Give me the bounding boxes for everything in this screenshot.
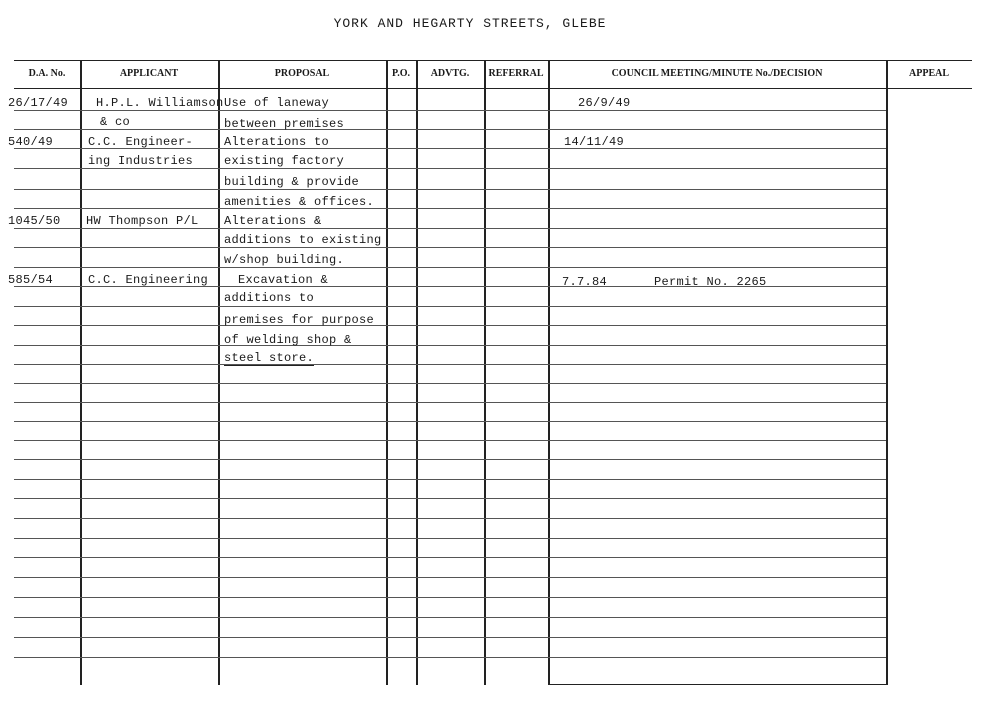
row-rule <box>14 345 886 346</box>
column-divider <box>416 60 418 685</box>
proposal-line: Use of laneway <box>224 96 330 110</box>
table-bottom-rule <box>548 684 886 685</box>
decision-date: 14/11/49 <box>564 135 625 149</box>
applicant-line: C.C. Engineering <box>88 273 209 287</box>
header-applicant: APPLICANT <box>119 68 179 79</box>
row-rule <box>14 402 886 403</box>
column-divider <box>484 60 486 685</box>
row-rule <box>14 577 886 578</box>
da-number: 1045/50 <box>8 214 61 228</box>
da-number: 26/17/49 <box>8 96 69 110</box>
row-rule <box>14 498 886 499</box>
applicant-line: H.P.L. Williamson <box>96 96 224 110</box>
proposal-line: existing factory <box>224 154 345 168</box>
proposal-line: Excavation & <box>238 273 329 287</box>
row-rule <box>14 189 886 190</box>
row-rule <box>14 267 886 268</box>
column-divider <box>386 60 388 685</box>
row-rule <box>14 440 886 441</box>
header-bottom-rule <box>14 88 972 89</box>
proposal-line: steel store. <box>224 351 315 365</box>
row-rule <box>14 557 886 558</box>
proposal-line: Alterations to <box>224 135 330 149</box>
proposal-line: premises for purpose <box>224 313 375 327</box>
header-advtg: ADVTG. <box>430 68 470 79</box>
proposal-line: of welding shop & <box>224 333 352 347</box>
column-divider <box>218 60 220 685</box>
row-rule <box>14 459 886 460</box>
proposal-line: w/shop building. <box>224 253 345 267</box>
page-title: YORK AND HEGARTY STREETS, GLEBE <box>333 16 607 31</box>
header-proposal: PROPOSAL <box>274 68 330 79</box>
header-council: COUNCIL MEETING/MINUTE No./DECISION <box>611 68 823 79</box>
column-divider <box>886 60 888 685</box>
row-rule <box>14 208 886 209</box>
row-rule <box>14 637 886 638</box>
column-divider <box>548 60 550 685</box>
applicant-line: C.C. Engineer- <box>88 135 194 149</box>
da-number: 540/49 <box>8 135 54 149</box>
proposal-line: amenities & offices. <box>224 195 375 209</box>
proposal-line: building & provide <box>224 175 360 189</box>
da-number: 585/54 <box>8 273 54 287</box>
column-divider <box>80 60 82 685</box>
header-referral: REFERRAL <box>488 68 544 79</box>
row-rule <box>14 110 886 111</box>
permit-number: Permit No. 2265 <box>654 275 767 289</box>
row-rule <box>14 479 886 480</box>
proposal-line: between premises <box>224 117 345 131</box>
row-rule <box>14 597 886 598</box>
row-rule <box>14 168 886 169</box>
row-rule <box>14 617 886 618</box>
row-rule <box>14 325 886 326</box>
decision-date: 7.7.84 <box>562 275 608 289</box>
decision-date: 26/9/49 <box>578 96 631 110</box>
proposal-line: additions to <box>224 291 315 305</box>
row-rule <box>14 306 886 307</box>
row-rule <box>14 129 886 130</box>
proposal-line: Alterations & <box>224 214 322 228</box>
header-da-no: D.A. No. <box>28 68 66 79</box>
row-rule <box>14 538 886 539</box>
row-rule <box>14 657 886 658</box>
header-appeal: APPEAL <box>909 68 949 79</box>
header-top-rule <box>14 60 972 61</box>
row-rule <box>14 364 886 365</box>
row-rule <box>14 421 886 422</box>
row-rule <box>14 383 886 384</box>
applicant-line: ing Industries <box>88 154 194 168</box>
row-rule <box>14 518 886 519</box>
row-rule <box>14 228 886 229</box>
applicant-line: & co <box>100 115 131 129</box>
applicant-line: HW Thompson P/L <box>86 214 199 228</box>
header-po: P.O. <box>392 68 410 79</box>
proposal-line: additions to existing <box>224 233 382 247</box>
row-rule <box>14 247 886 248</box>
